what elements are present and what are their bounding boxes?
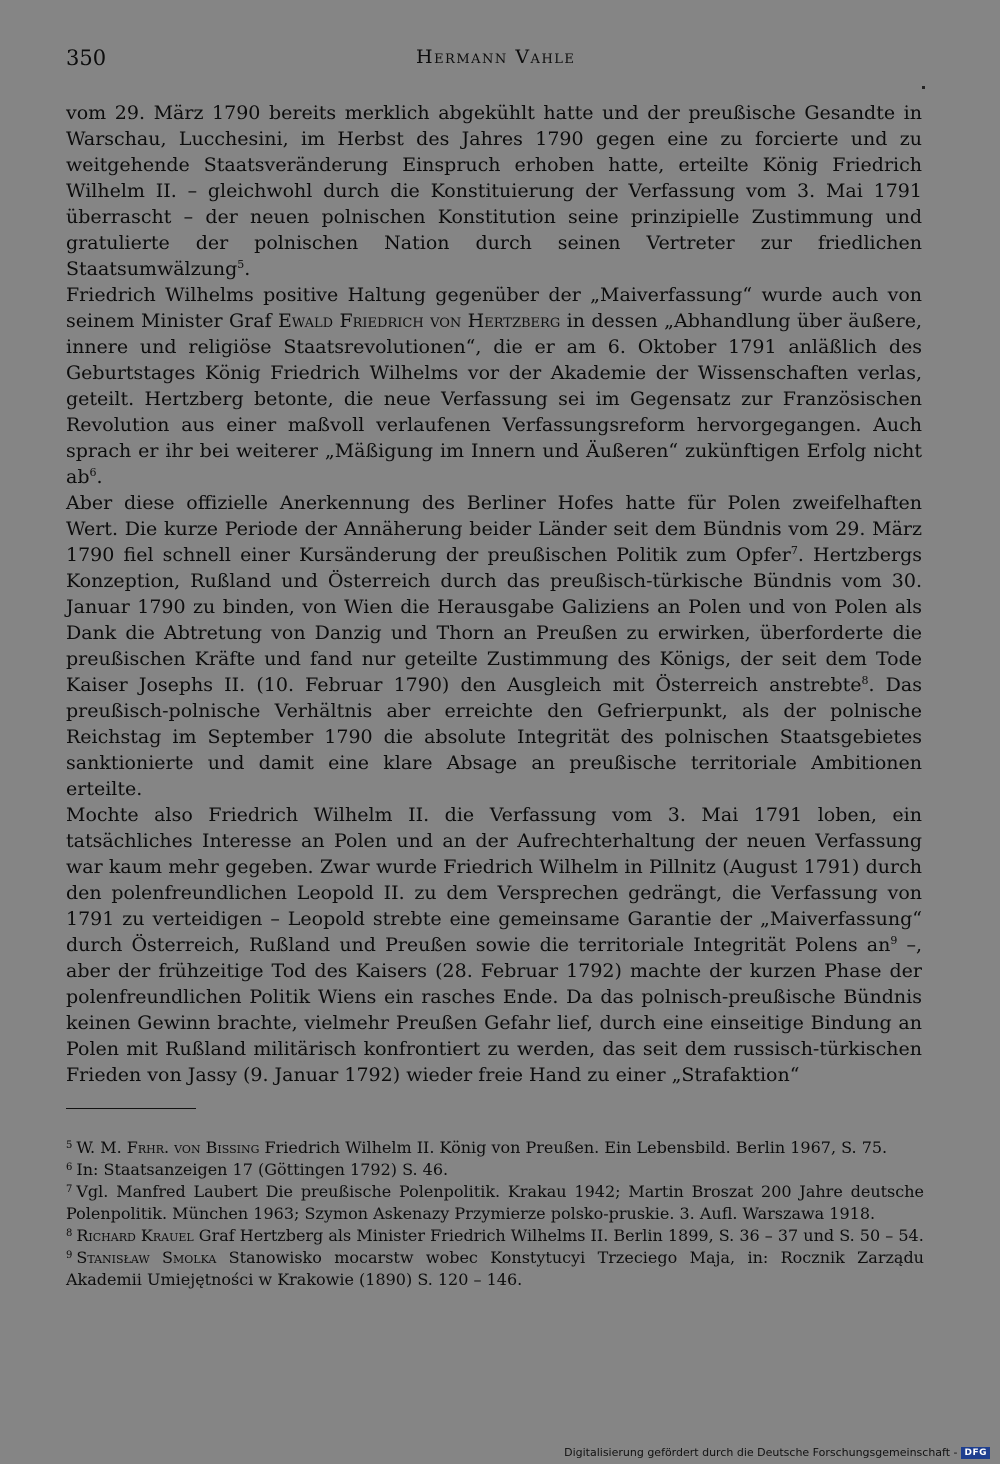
footnote-author: W. M. Frhr. von Bissing	[76, 1138, 260, 1157]
footnote: $^9$ Stanisław Smolka Stanowisko mocarstw wobec Konstytucyi Trzeciego Maja, in: Rocznik Zarządu Akademii Umiejętności w Krakowie (1890) S. 120 – 146.	[66, 1248, 924, 1289]
running-head: Hermann Vahle	[416, 46, 576, 68]
dfg-logo-icon[interactable]: DFG	[961, 1447, 990, 1459]
footnote: $^6$ In: Staatsanzeigen 17 (Göttingen 1792) S. 46.	[66, 1160, 449, 1179]
footnotes	[66, 1137, 924, 1291]
digitization-credit	[564, 1446, 990, 1459]
person-name: Ewald Friedrich von Hertzberg	[278, 310, 561, 332]
scan-mark	[922, 86, 925, 89]
footnote-ref[interactable]: 9	[890, 934, 898, 947]
credit-text: Digitalisierung gefördert durch die Deutsche Forschungsgemeinschaft -	[564, 1446, 958, 1459]
main-text	[66, 100, 922, 1088]
footnote-author: Stanisław Smolka	[76, 1248, 217, 1267]
paragraph: Friedrich Wilhelms positive Haltung gegenüber der „Maiverfassung“ wurde auch von seinem Minister Graf Ewald Friedrich von Hertzberg in dessen „Abhandlung über äußere, innere und religiöse Staatsrevolutionen“, die er am 6. Oktober 1791 anläßlich des Geburtstages König Friedrich Wilhelms vor der Akademie der Wissenschaften verlas, geteilt. Hertzberg betonte, die neue Verfassung sei im Gegensatz zur Französischen Revolution aus einer maßvoll verlaufenen Verfassungsreform hervorgegangen. Auch sprach er ihr bei weiterer „Mäßigung im Innern und Äußeren“ zukünftigen Erfolg nicht $ab^6$.	[66, 284, 922, 488]
footnote-ref[interactable]: 8	[861, 674, 869, 687]
paragraph: Aber diese offizielle Anerkennung des Berliner Hofes hatte für Polen zweifelhaften Wert. Die kurze Periode der Annäherung beider Länder seit dem Bündnis vom 29. März 1790 fiel schnell einer Kursänderung der preußischen Politik zum Opfer$^7$. Hertzbergs Konzeption, Rußland und Österreich durch das preußisch-türkische Bündnis vom 30. Januar 1790 zu binden, von Wien die Herausgabe Galiziens an Polen und von Polen als Dank die Abtretung von Danzig und Thorn an Preußen zu erwirken, überforderte die preußischen Kräfte und fand nur geteilte Zustimmung des Königs, der seit dem Tode Kaiser Josephs II. (10. Februar 1790) den Ausgleich mit Österreich anstrebte$^8$. Das preußisch-polnische Verhältnis aber erreichte den Gefrierpunkt, als der polnische Reichstag im September 1790 die absolute Integrität des polnischen Staatsgebietes sanktionierte und damit eine klare Absage an preußische territoriale Ambitionen erteilte.	[66, 492, 922, 800]
footnote-author: Richard Krauel	[76, 1226, 194, 1245]
footnote: $^7$ Vgl. Manfred Laubert Die preußische Polenpolitik. Krakau 1942; Martin Broszat 200 Jahre deutsche Polenpolitik. München 1963; Szymon Askenazy Przymierze polsko-pruskie. 3. Aufl. Warszawa 1918.	[66, 1182, 924, 1223]
page-header	[66, 46, 926, 76]
footnote: $^8$ Richard Krauel Graf Hertzberg als Minister Friedrich Wilhelms II. Berlin 1899, S. 36 – 37 und S. 50 – 54.	[66, 1226, 924, 1245]
footnote: $^5$ W. M. Frhr. von Bissing Friedrich Wilhelm II. König von Preußen. Ein Lebensbild. Berlin 1967, S. 75.	[66, 1138, 888, 1157]
footnote-separator	[66, 1108, 196, 1109]
page-number: 350	[66, 46, 107, 70]
paragraph: Mochte also Friedrich Wilhelm II. die Verfassung vom 3. Mai 1791 loben, ein tatsächliches Interesse an Polen und an der Aufrechterhaltung der neuen Verfassung war kaum mehr gegeben. Zwar wurde Friedrich Wilhelm in Pillnitz (August 1791) durch den polenfreundlichen Leopold II. zu dem Versprechen gedrängt, die Verfassung von 1791 zu verteidigen – Leopold strebte eine gemeinsame Garantie der „Maiverfassung“ durch Österreich, Rußland und Preußen sowie die territoriale Integrität Polens $an^9$ –, aber der frühzeitige Tod des Kaisers (28. Februar 1792) machte der kurzen Phase der polenfreundlichen Politik Wiens ein rasches Ende. Da das polnisch-preußische Bündnis keinen Gewinn brachte, vielmehr Preußen Gefahr lief, durch eine einseitige Bindung an Polen mit Rußland militärisch konfrontiert zu werden, das seit dem russisch-türkischen Frieden von Jassy (9. Januar 1792) wieder freie Hand zu einer „Strafaktion“	[66, 804, 922, 1086]
footnote-ref[interactable]: 5	[237, 258, 245, 271]
paragraph: vom 29. März 1790 bereits merklich abgekühlt hatte und der preußische Gesandte in Warschau, Lucchesini, im Herbst des Jahres 1790 gegen eine zu forcierte und zu weitgehende Staatsveränderung Einspruch erhoben hatte, erteilte König Friedrich Wilhelm II. – gleichwohl durch die Konstituierung der Verfassung vom 3. Mai 1791 überrascht – der neuen polnischen Konstitution seine prinzipielle Zustimmung und gratulierte der polnischen Nation durch seinen Vertreter zur friedlichen Staatsumwälzung$^5$.	[66, 102, 922, 280]
footnote-ref[interactable]: 6	[89, 466, 97, 479]
footnote-ref[interactable]: 7	[790, 544, 798, 557]
